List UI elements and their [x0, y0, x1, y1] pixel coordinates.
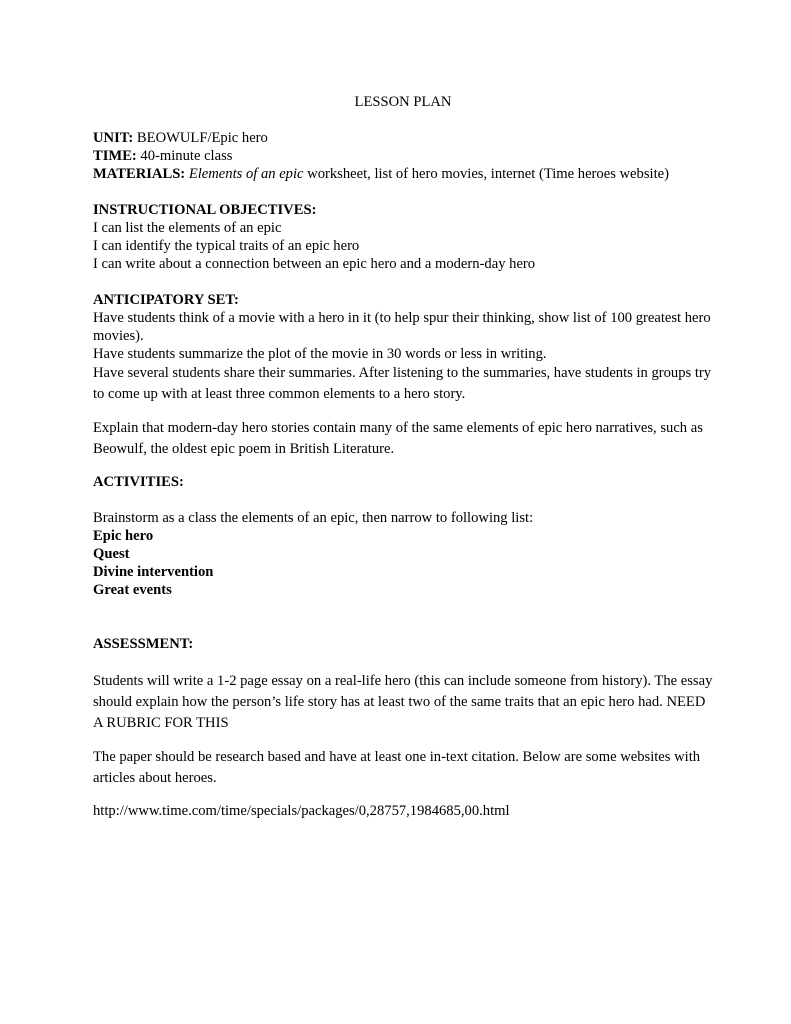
activities-heading: ACTIVITIES:	[93, 474, 184, 490]
assessment-paragraph-1: Students will write a 1-2 page essay on a real-life hero (this can include someone from history). The essay should explain how the person’s life story has at least two of the same traits that an epic hero had. NEED A RUBRIC FOR THIS	[93, 673, 713, 731]
unit-label: UNIT:	[93, 130, 134, 146]
document-page	[93, 93, 713, 820]
time-label: TIME:	[93, 148, 137, 164]
objective-item: I can list the elements of an epic	[93, 220, 282, 236]
anticipatory-line: Have students think of a movie with a hero in it (to help spur their thinking, show list of 100 greatest hero movies).	[93, 310, 711, 344]
epic-element-item: Great events	[93, 582, 172, 598]
epic-element-item: Quest	[93, 546, 130, 562]
materials-line	[93, 165, 713, 183]
objective-item: I can identify the typical traits of an epic hero	[93, 238, 360, 254]
materials-italic: Elements of an epic	[185, 166, 304, 182]
anticipatory-line: Have students summarize the plot of the movie in 30 words or less in writing.	[93, 346, 547, 362]
heroes-link[interactable]: http://www.time.com/time/specials/packages/0,28757,1984685,00.html	[93, 803, 510, 819]
unit-value: BEOWULF/Epic hero	[133, 130, 268, 146]
unit-line	[93, 129, 713, 147]
objectives-heading: INSTRUCTIONAL OBJECTIVES:	[93, 202, 317, 218]
assessment-paragraph-2: The paper should be research based and have at least one in-text citation. Below are some websites with articles about heroes.	[93, 749, 701, 786]
activities-intro: Brainstorm as a class the elements of an epic, then narrow to following list:	[93, 510, 534, 526]
time-line	[93, 147, 713, 165]
anticipatory-heading: ANTICIPATORY SET:	[93, 292, 239, 308]
epic-element-item: Divine intervention	[93, 564, 214, 580]
anticipatory-line: Have several students share their summaries. After listening to the summaries, have students in groups try to come up with at least three common elements to a hero story.	[93, 365, 712, 402]
materials-label: MATERIALS:	[93, 166, 186, 182]
objective-item: I can write about a connection between an epic hero and a modern-day hero	[93, 256, 536, 272]
materials-rest: worksheet, list of hero movies, internet (Time heroes website)	[303, 166, 669, 182]
epic-element-item: Epic hero	[93, 528, 154, 544]
explain-paragraph: Explain that modern-day hero stories contain many of the same elements of epic hero narratives, such as Beowulf, the oldest epic poem in British Literature.	[93, 420, 703, 457]
page-title: LESSON PLAN	[354, 94, 452, 110]
assessment-heading: ASSESSMENT:	[93, 636, 194, 652]
time-value: 40-minute class	[136, 148, 233, 164]
